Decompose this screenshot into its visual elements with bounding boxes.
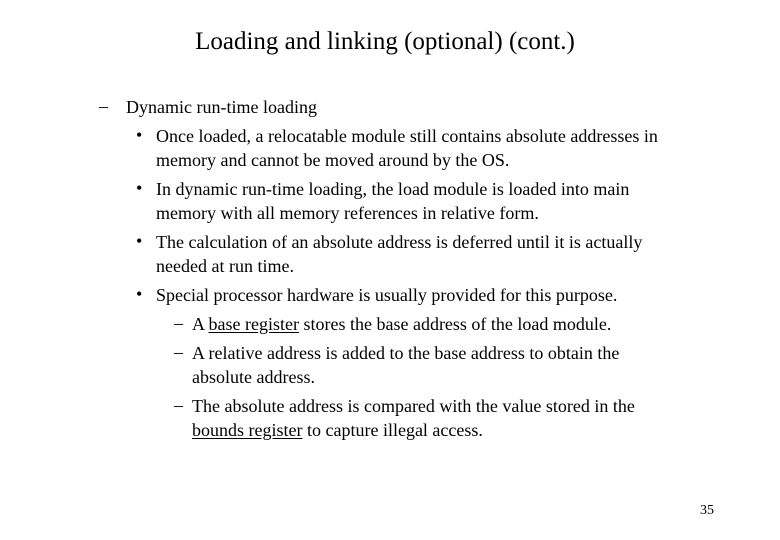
dash-marker: –: [99, 96, 108, 116]
dash-marker: –: [174, 313, 183, 333]
dash-marker: –: [174, 395, 183, 415]
subitem-1: [192, 313, 611, 335]
base-register-term: base register: [208, 314, 299, 334]
dash-marker: –: [174, 342, 183, 362]
bullet-2-line-1: In dynamic run-time loading, the load module is loaded into main: [156, 179, 630, 199]
subitem-3-line-1: The absolute address is compared with the value stored in the: [192, 396, 635, 416]
bounds-register-term: bounds register: [192, 420, 303, 440]
bullet-2-line-2: memory with all memory references in relative form.: [156, 203, 539, 223]
page-number: 35: [700, 503, 714, 518]
bullet-marker: •: [136, 178, 143, 198]
level1-heading: Dynamic run-time loading: [126, 97, 317, 117]
subitem-3-line-2: [192, 419, 483, 441]
subitem-2-line-2: absolute address.: [192, 367, 315, 387]
subitem-1-suffix: stores the base address of the load module.: [298, 314, 612, 334]
bullet-1-line-1: Once loaded, a relocatable module still contains absolute addresses in: [156, 126, 658, 146]
bullet-marker: •: [136, 284, 143, 304]
bullet-marker: •: [136, 231, 143, 251]
subitem-2-line-1: A relative address is added to the base address to obtain the: [192, 343, 620, 363]
subitem-1-prefix: A: [192, 314, 209, 334]
bullet-3-line-1: The calculation of an absolute address is deferred until it is actually: [156, 232, 643, 252]
bullet-1-line-2: memory and cannot be moved around by the OS.: [156, 150, 510, 170]
subitem-3-suffix: to capture illegal access.: [302, 420, 483, 440]
bullet-marker: •: [136, 125, 143, 145]
bullet-4-line-1: Special processor hardware is usually provided for this purpose.: [156, 285, 618, 305]
slide-title: Loading and linking (optional) (cont.): [195, 28, 575, 55]
bullet-3-line-2: needed at run time.: [156, 256, 294, 276]
